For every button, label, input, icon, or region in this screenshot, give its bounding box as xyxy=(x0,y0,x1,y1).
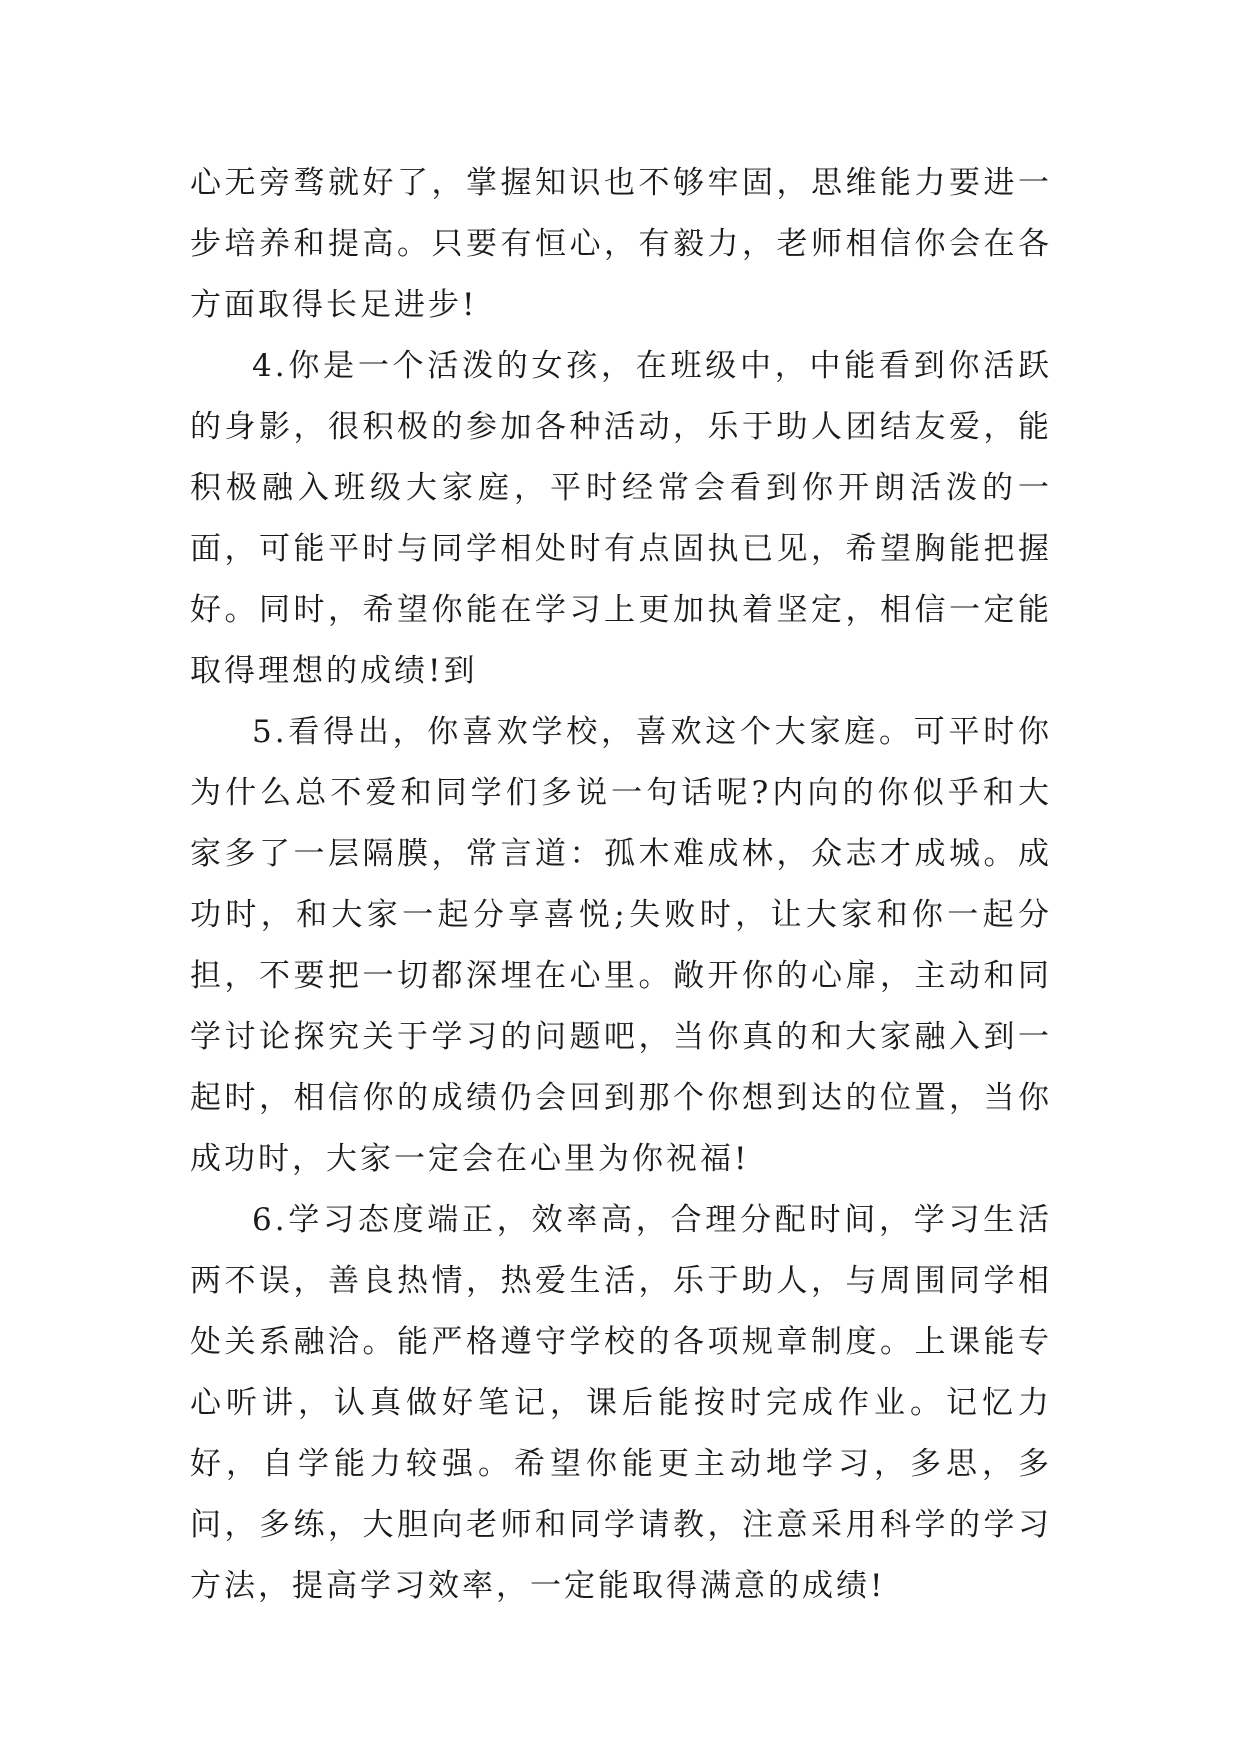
paragraph-continued: 心无旁骛就好了，掌握知识也不够牢固，思维能力要进一步培养和提高。只要有恒心，有毅力，老师相信你会在各方面取得长足进步! xyxy=(190,165,1052,323)
paragraph-6: 6.学习态度端正，效率高，合理分配时间，学习生活两不误，善良热情，热爱生活，乐于助人，与周围同学相处关系融洽。能严格遵守学校的各项规章制度。上课能专心听讲，认真做好笔记，课后能按时完成作业。记忆力好，自学能力较强。希望你能更主动地学习，多思，多问，多练，大胆向老师和同学请教，注意采用科学的学习方法，提高学习效率，一定能取得满意的成绩! xyxy=(190,1202,1052,1604)
document-body xyxy=(190,153,1052,1617)
paragraph-4: 4.你是一个活泼的女孩，在班级中，中能看到你活跃的身影，很积极的参加各种活动，乐于助人团结友爱，能积极融入班级大家庭，平时经常会看到你开朗活泼的一面，可能平时与同学相处时有点固执已见，希望胸能把握好。同时，希望你能在学习上更加执着坚定，相信一定能取得理想的成绩!到 xyxy=(190,348,1052,689)
paragraph-5: 5.看得出，你喜欢学校，喜欢这个大家庭。可平时你为什么总不爱和同学们多说一句话呢?内向的你似乎和大家多了一层隔膜，常言道：孤木难成林，众志才成城。成功时，和大家一起分享喜悦;失败时，让大家和你一起分担，不要把一切都深埋在心里。敞开你的心扉，主动和同学讨论探究关于学习的问题吧，当你真的和大家融入到一起时，相信你的成绩仍会回到那个你想到达的位置，当你成功时，大家一定会在心里为你祝福! xyxy=(190,714,1052,1177)
